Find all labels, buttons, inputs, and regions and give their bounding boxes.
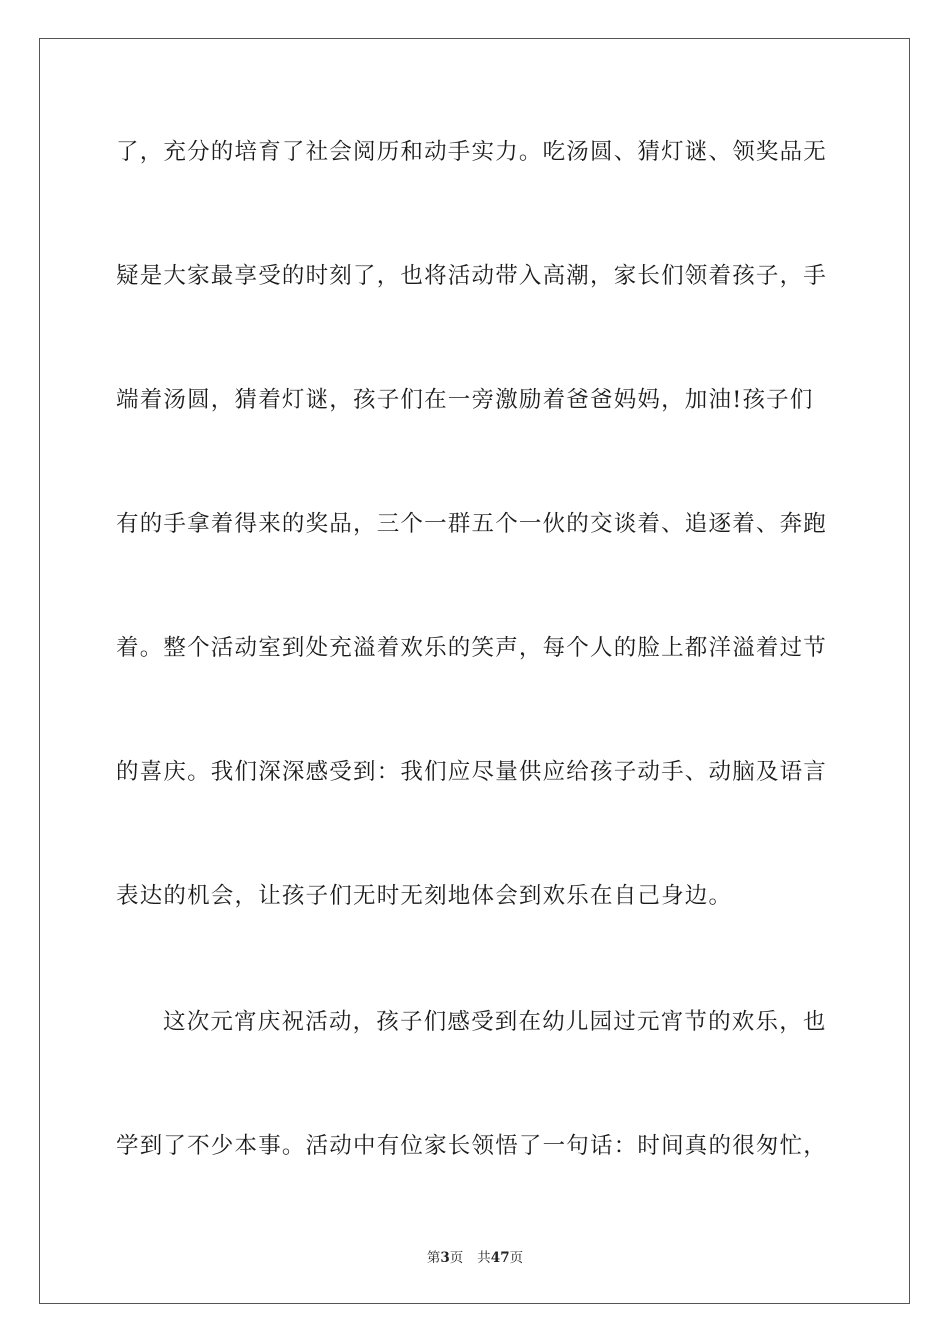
total-suffix: 页 [509,1250,524,1266]
page-prefix: 第 [426,1250,441,1266]
body-line-5: 着。整个活动室到处充溢着欢乐的笑声，每个人的脸上都洋溢着过节 [116,635,828,661]
page-frame [39,38,910,1304]
total-pages: 47 [490,1250,510,1266]
body-line-6: 的喜庆。我们深深感受到：我们应尽量供应给孩子动手、动脑及语言 [116,759,828,785]
body-line-4: 有的手拿着得来的奖品，三个一群五个一伙的交谈着、追逐着、奔跑 [116,511,828,537]
page-footer [0,1246,950,1266]
body-line-1: 了，充分的培育了社会阅历和动手实力。吃汤圆、猜灯谜、领奖品无 [116,139,828,165]
paragraph-2-line-1: 这次元宵庆祝活动，孩子们感受到在幼儿园过元宵节的欢乐，也 [163,1009,827,1035]
page-number: 3 [440,1250,450,1266]
total-prefix: 共 [477,1250,491,1266]
page-suffix: 页 [449,1250,464,1266]
paragraph-2-line-2: 学到了不少本事。活动中有位家长领悟了一句话：时间真的很匆忙， [116,1133,828,1159]
body-line-7: 表达的机会，让孩子们无时无刻地体会到欢乐在自己身边。 [116,883,733,909]
body-line-2: 疑是大家最享受的时刻了，也将活动带入高潮，家长们领着孩子，手 [116,263,828,289]
body-line-3: 端着汤圆，猜着灯谜，孩子们在一旁激励着爸爸妈妈，加油!孩子们 [116,387,814,413]
